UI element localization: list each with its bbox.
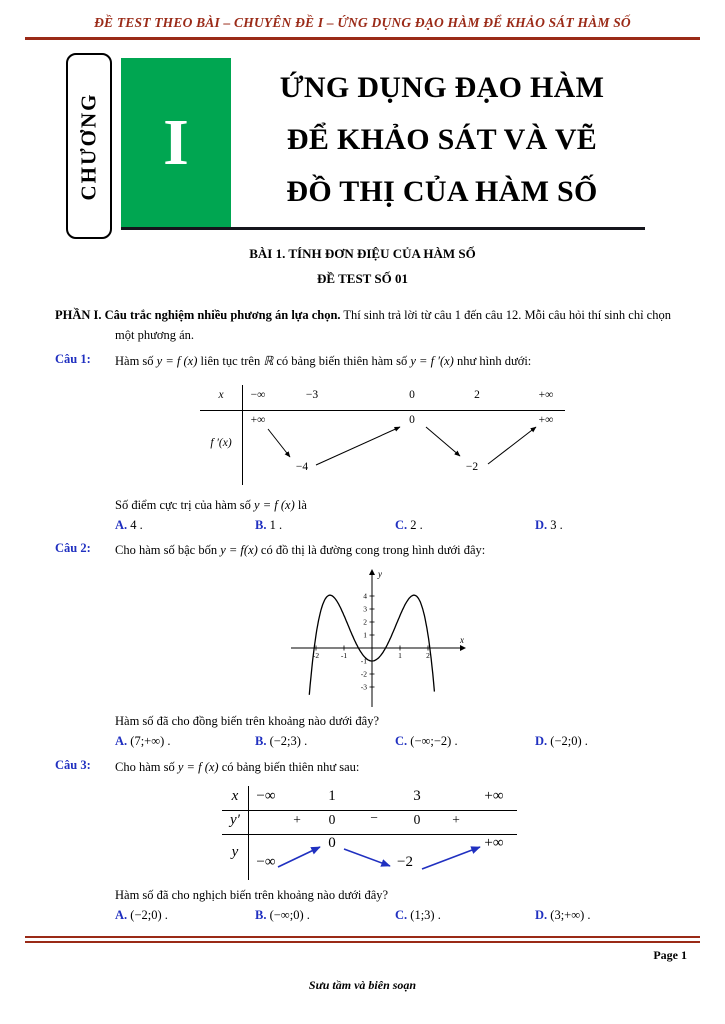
option-value: 3 . (550, 518, 563, 532)
chapter-side-label: CHƯƠNG (76, 91, 101, 201)
table-node: −2 (397, 854, 413, 870)
option-value: 1 . (269, 518, 283, 532)
math-segment: ℝ (263, 354, 274, 368)
option-value: (3;+∞) . (550, 908, 591, 922)
tick-label: -1 (360, 656, 367, 666)
chapter-title-line: ĐỒ THỊ CỦA HÀM SỐ (286, 175, 598, 208)
option-value: (7;+∞) . (130, 734, 171, 748)
text-segment: là (294, 498, 307, 512)
y-axis-arrow-icon (369, 569, 375, 575)
text-segment: Hàm số (115, 354, 157, 368)
q3-label: Câu 3: (55, 758, 91, 772)
chapter-title (236, 62, 648, 218)
option-letter: C. (395, 518, 408, 532)
table-x-value: +∞ (484, 788, 504, 804)
table-x-value: −∞ (256, 788, 276, 804)
tick-label: -1 (340, 651, 348, 660)
q1-variation-table (200, 385, 565, 485)
table-x-value: −3 (305, 389, 319, 401)
q3-stem (115, 758, 673, 777)
tick-label: 4 (363, 591, 367, 601)
tick-label: -2 (312, 651, 320, 660)
answer-option (115, 518, 143, 533)
arrow-up-icon (422, 847, 480, 869)
lesson-title: BÀI 1. TÍNH ĐƠN ĐIỆU CỦA HÀM SỐ (249, 246, 476, 261)
chapter-title-line: ỨNG DỤNG ĐẠO HÀM (279, 71, 605, 104)
table-node: −∞ (256, 854, 276, 870)
variation-arrows (222, 786, 517, 880)
answer-option (115, 734, 171, 749)
arrow-down-icon (344, 849, 390, 866)
tick-label: 2 (363, 617, 367, 627)
text-segment: Cho hàm số (115, 760, 178, 774)
q1-label: Câu 1: (55, 352, 91, 366)
page-header-title: ĐỀ TEST THEO BÀI – CHUYÊN ĐỀ I – ỨNG DỤNG ĐẠO HÀM ĐỂ KHẢO SÁT HÀM SỐ (94, 15, 631, 30)
arrow-down-icon (268, 429, 290, 457)
q2-stem (115, 541, 673, 560)
text-segment: có bảng biến thiên như sau: (218, 760, 360, 774)
y-axis-label: y (378, 569, 382, 579)
option-value: (−∞;−2) . (410, 734, 458, 748)
tick-label: -2 (360, 669, 367, 679)
option-value: 2 . (410, 518, 423, 532)
part1-desc: Thí sinh trả lời từ câu 1 đến câu 12. Mỗi câu hỏi thí sinh chỉ chọn một phương án. (115, 308, 671, 342)
tick-label: -3 (360, 682, 367, 692)
math-segment: y = f (x) (156, 354, 198, 368)
tick-label: 1 (363, 630, 367, 640)
chapter-side-box (66, 53, 112, 239)
table-x-value: −∞ (250, 389, 266, 401)
option-letter: B. (255, 908, 267, 922)
table-sign: + (293, 812, 301, 827)
table-node: +∞ (538, 414, 554, 426)
footer-rule-thin (25, 936, 700, 938)
table-x-label: x (218, 389, 224, 401)
test-number: ĐỀ TEST SỐ 01 (317, 271, 408, 286)
q2-label: Câu 2: (55, 541, 91, 555)
chapter-title-line: ĐỂ KHẢO SÁT VÀ VẼ (286, 123, 598, 156)
option-value: (−∞;0) . (269, 908, 310, 922)
text-segment: Cho hàm số bậc bốn (115, 543, 221, 557)
table-node: 0 (409, 414, 415, 426)
option-letter: C. (395, 908, 408, 922)
answer-option (395, 908, 441, 923)
chapter-number-box (121, 58, 231, 227)
arrow-up-icon (316, 427, 400, 465)
variation-arrows (200, 385, 565, 485)
math-segment: y = f (x) (177, 760, 219, 774)
q1-question (115, 496, 307, 515)
tick-label: 1 (398, 651, 402, 660)
table-sign: 0 (413, 812, 421, 827)
table-sign: 0 (328, 812, 336, 827)
option-value: (−2;0) . (550, 734, 588, 748)
math-segment: y = f (x) (254, 498, 295, 512)
table-node: −2 (465, 461, 479, 473)
answer-option (255, 908, 310, 923)
table-node: −4 (295, 461, 309, 473)
text-segment: có đồ thị là đường cong trong hình dưới đây: (257, 543, 486, 557)
answer-option (255, 518, 282, 533)
table-x-value: 3 (413, 788, 421, 804)
text-segment: liên tục trên (197, 354, 264, 368)
footer-note: Sưu tầm và biên soạn (308, 978, 417, 992)
option-letter: C. (395, 734, 408, 748)
answer-option (535, 734, 588, 749)
q2-question: Hàm số đã cho đồng biến trên khoảng nào dưới đây? (115, 714, 380, 728)
x-axis-label: x (460, 635, 464, 645)
table-node: +∞ (484, 835, 504, 851)
footer-rule-thick (25, 941, 700, 944)
table-sign: − (370, 810, 378, 825)
option-value: (−2;3) . (269, 734, 308, 748)
answer-option (535, 518, 563, 533)
q3-options (0, 908, 725, 926)
chapter-underline (121, 227, 645, 230)
header-rule (25, 37, 700, 40)
answer-option (395, 518, 423, 533)
option-value: 4 . (130, 518, 143, 532)
table-x-label: x (231, 788, 239, 804)
option-letter: A. (115, 734, 128, 748)
option-letter: A. (115, 518, 128, 532)
arrow-up-icon (488, 427, 536, 464)
q1-stem (115, 352, 673, 371)
table-x-value: +∞ (538, 389, 554, 401)
tick-label: 3 (363, 604, 367, 614)
text-segment: như hình dưới: (453, 354, 532, 368)
chapter-numeral: I (163, 105, 189, 179)
answer-option (255, 734, 307, 749)
q2-options (0, 734, 725, 752)
option-letter: D. (535, 908, 548, 922)
table-node: 0 (328, 835, 336, 851)
table-sign: + (452, 812, 460, 827)
q1-options (0, 518, 725, 536)
text-segment: Số điểm cực trị của hàm số (115, 498, 255, 512)
arrow-down-icon (426, 427, 460, 456)
q3-question: Hàm số đã cho nghịch biến trên khoảng nào dưới đây? (115, 888, 389, 902)
option-letter: D. (535, 518, 548, 532)
answer-option (115, 908, 168, 923)
option-letter: D. (535, 734, 548, 748)
option-letter: B. (255, 518, 267, 532)
option-value: (−2;0) . (130, 908, 168, 922)
option-value: (1;3) . (410, 908, 441, 922)
q2-function-graph (287, 563, 472, 711)
option-letter: A. (115, 908, 128, 922)
tick-label: 2 (426, 651, 430, 660)
text-segment: có bảng biến thiên hàm số (273, 354, 411, 368)
part1-paragraph (55, 305, 675, 345)
part1-lead: Câu trắc nghiệm nhiều phương án lựa chọn. (101, 308, 341, 322)
table-y-label: y (231, 844, 239, 860)
math-segment: y = f(x) (220, 543, 258, 557)
option-letter: B. (255, 734, 267, 748)
table-fprime-label: f ′(x) (210, 437, 232, 449)
x-axis-arrow-icon (460, 645, 466, 651)
table-x-value: 1 (328, 788, 336, 804)
q3-variation-table (222, 786, 517, 880)
table-node: +∞ (250, 414, 266, 426)
page-number: Page 1 (653, 948, 687, 962)
arrow-up-icon (278, 847, 320, 867)
table-x-value: 2 (474, 389, 480, 401)
table-yprime-label: y′ (230, 812, 240, 828)
part1-label: PHẦN I. (55, 308, 102, 322)
answer-option (395, 734, 458, 749)
answer-option (535, 908, 591, 923)
table-x-value: 0 (409, 389, 415, 401)
math-segment: y = f ′(x) (410, 354, 454, 368)
